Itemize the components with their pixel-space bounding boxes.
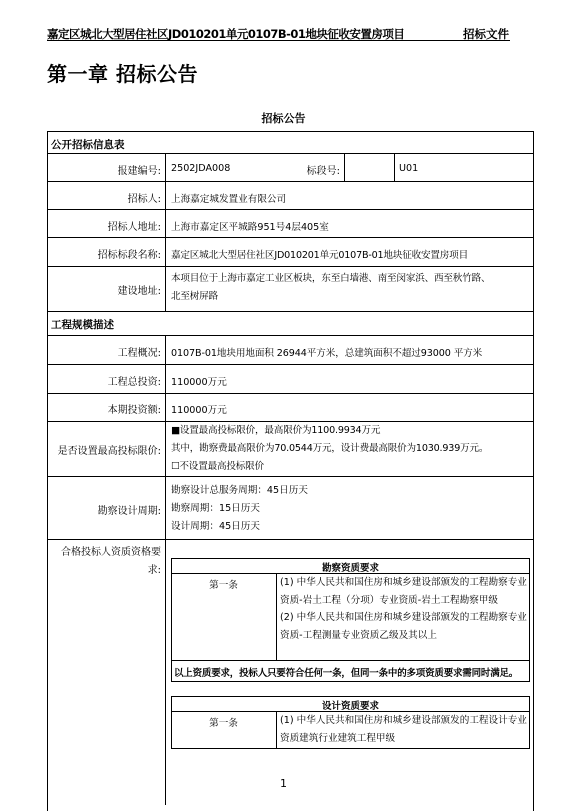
period-line: 勘察周期：15日历天 (171, 503, 260, 514)
tenderer-label: 招标人: (127, 194, 161, 205)
current-investment-label: 本期投资额: (107, 405, 161, 416)
design-req-title: 设计资质要求 (321, 701, 379, 712)
section-name-value: 嘉定区城北大型居住社区JD010201单元0107B-01地块征收安置房项目 (171, 250, 468, 261)
max-price-line: 其中，勘察费最高限价为70.0544万元，设计费最高限价为1030.939万元。 (171, 443, 489, 454)
header-doc-type: 招标文件 (463, 27, 509, 41)
site-label: 建设地址: (117, 286, 161, 297)
design-req-items (280, 712, 527, 747)
survey-table-rule (171, 660, 530, 661)
table-rule (47, 237, 534, 238)
table-rule (47, 393, 534, 394)
survey-req-note: 以上资质要求，投标人只要符合任何一条，但同一条中的多项资质要求需同时满足。 (174, 668, 519, 679)
table-rule (47, 364, 534, 365)
section-name-label: 招标标段名称: (97, 250, 161, 261)
registration-no-value: 2502JDA008 (171, 163, 231, 174)
table-rule (47, 539, 534, 540)
survey-req-items (280, 574, 527, 644)
survey-table-rule (276, 573, 277, 660)
table-rule (47, 311, 534, 312)
header-project-title: 嘉定区城北大型居住社区JD010201单元0107B-01地块征收安置房项目 (47, 27, 405, 41)
table-rule (47, 335, 534, 336)
survey-req-title: 勘察资质要求 (321, 563, 379, 574)
design-table-rule (171, 696, 530, 697)
site-value (171, 270, 490, 306)
table-rule (47, 476, 534, 477)
period-value (171, 482, 308, 536)
design-item-label: 第一条 (209, 718, 238, 729)
tenderer-value: 上海嘉定城发置业有限公司 (171, 194, 287, 205)
survey-req-item: (2) 中华人民共和国住房和城乡建设部颁发的工程勘察专业资质-工程测量专业资质乙级及其以上 (280, 612, 527, 641)
survey-table-rule (529, 558, 530, 681)
max-price-line: ■设置最高投标限价，最高限价为1100.9934万元 (171, 425, 381, 436)
scale-section-title: 工程规模描述 (51, 319, 114, 331)
qualification-label-line: 求: (147, 565, 161, 576)
header-rule (47, 40, 510, 41)
table-rule (47, 153, 534, 154)
period-line: 勘察设计总服务周期：45日历天 (171, 485, 308, 496)
info-section-title: 公开招标信息表 (51, 139, 125, 151)
table-rule (165, 153, 166, 311)
overview-label: 工程概况: (117, 348, 161, 359)
site-value-line: 本项目位于上海市嘉定工业区板块，东至白墙港、南至闵家浜、西至秋竹路、 (171, 273, 491, 284)
table-rule (394, 153, 395, 181)
page-number: 1 (280, 777, 287, 790)
survey-req-item: (1) 中华人民共和国住房和城乡建设部颁发的工程勘察专业资质-岩土工程（分项）专业资质-岩土工程勘察甲级 (280, 577, 527, 606)
table-title: 招标公告 (261, 112, 306, 125)
current-investment-value: 110000万元 (171, 405, 227, 416)
table-rule (344, 153, 345, 181)
design-table-rule (171, 748, 530, 749)
qualification-label (61, 544, 161, 580)
section-no-value: U01 (399, 163, 419, 174)
qualification-label-line: 合格投标人资质资格要 (61, 547, 161, 558)
survey-table-rule (171, 558, 530, 559)
survey-table-rule (171, 681, 530, 682)
design-req-item: (1) 中华人民共和国住房和城乡建设部颁发的工程设计专业资质建筑行业建筑工程甲级 (280, 715, 527, 744)
max-price-line: ☐不设置最高投标限价 (171, 461, 264, 472)
table-rule (47, 209, 534, 210)
total-investment-value: 110000万元 (171, 377, 227, 388)
period-label: 勘察设计周期: (97, 506, 161, 517)
tenderer-address-value: 上海市嘉定区平城路951号4层405室 (171, 222, 329, 233)
table-rule (47, 266, 534, 267)
total-investment-label: 工程总投资: (107, 377, 161, 388)
max-price-value (171, 422, 488, 476)
survey-item-label: 第一条 (209, 580, 238, 591)
tenderer-address-label: 招标人地址: (107, 222, 161, 233)
site-value-line: 北至树屏路 (171, 291, 218, 302)
registration-no-label: 报建编号: (117, 166, 161, 177)
section-no-label: 标段号: (306, 166, 340, 177)
table-rule (165, 335, 166, 805)
max-price-label: 是否设置最高投标限价: (57, 446, 161, 457)
overview-value: 0107B-01地块用地面积 26944平方米，总建筑面积不超过93000 平方米 (171, 348, 483, 359)
design-table-rule (276, 711, 277, 748)
chapter-title: 第一章 招标公告 (47, 62, 198, 86)
period-line: 设计周期：45日历天 (171, 521, 260, 532)
table-rule (47, 181, 534, 182)
